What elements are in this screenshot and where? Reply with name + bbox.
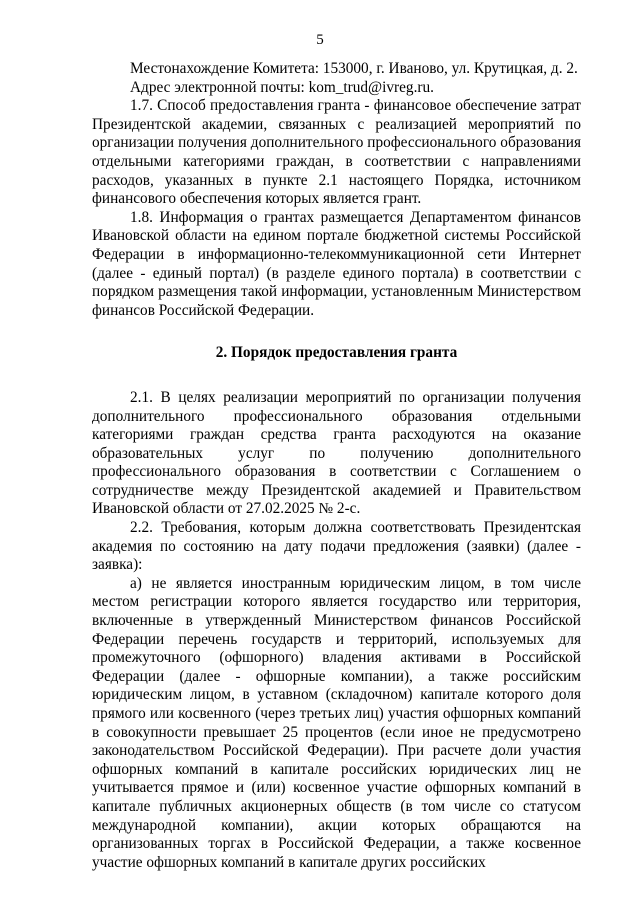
clause-2-2-item-a: а) не является иностранным юридическим лицом, в том числе местом регистрации которого является государство или территория, включенные в утвержденный Министерством финансов Российской Федерации перечень государств и территорий, используемых для промежуточного (офшорного) владения активами в Российской Федерации (далее - офшорные компании), а также российским юридическим лицом, в уставном (складочном) капитале которого доля прямого или косвенного (через третьих лиц) участия офшорных компаний в совокупности превышает 25 процентов (если иное не предусмотрено законодательством Российской Федерации). При расчете доли участия офшорных компаний в капитале российских юридических лиц не учитывается прямое и (или) косвенное участие офшорных компаний в капитале публичных акционерных обществ (в том числе со статусом международной компании), акции которых обращаются на организованных торгах в Российской Федерации, а также косвенное участие офшорных компаний в капитале других российских [92,574,581,871]
section-heading: 2. Порядок предоставления гранта [215,344,458,362]
clause-1-7: 1.7. Способ предоставления гранта - финансовое обеспечение затрат Президентской академии, связанных с реализацией мероприятий по организации получения дополнительного профессионального образования отдельными категориями граждан, в соответствии с направлениями расходов, указанных в пункте 2.1 настоящего Порядка, источником финансового обеспечения которых является грант. [92,97,581,208]
clause-1-8: 1.8. Информация о грантах размещается Департаментом финансов Ивановской области на едином портале бюджетной системы Российской Федерации в информационно-телекоммуникационной сети Интернет (далее - единый портал) (в разделе единого портала) в соответствии с порядком размещения такой информации, установленным Министерством финансов Российской Федерации. [92,208,581,319]
page-number: 5 [316,32,324,48]
committee-location: Местонахождение Комитета: 153000, г. Иваново, ул. Крутицкая, д. 2. [130,60,578,77]
document-body [92,60,581,872]
committee-email: Адрес электронной почты: kom_trud@ivreg.ru. [130,78,434,96]
clause-2-2: 2.2. Требования, которым должна соответствовать Президентская академия по состоянию на дату подачи предложения (заявки) (далее - заявка): [92,519,581,574]
clause-2-1: 2.1. В целях реализации мероприятий по организации получения дополнительного профессионального образования отдельными категориями граждан средства гранта расходуются на оказание образовательных услуг по получению дополнительного профессионального образования в соответствии с Соглашением о сотрудничестве между Президентской академией и Правительством Ивановской области от 27.02.2025 № 2-с. [92,388,581,518]
